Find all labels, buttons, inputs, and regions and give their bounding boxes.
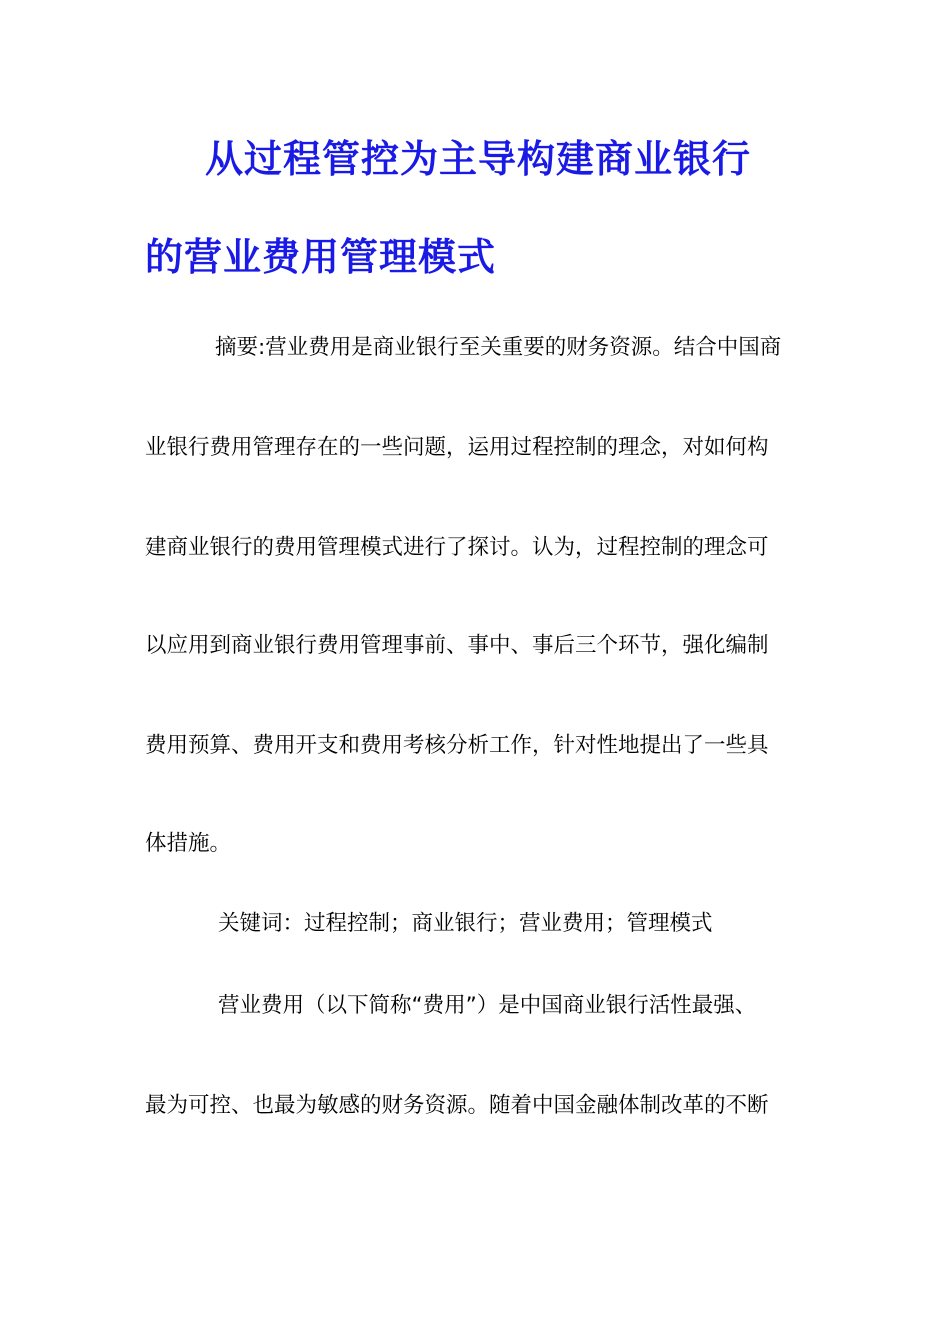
abstract-line-1: 摘要:营业费用是商业银行至关重要的财务资源。结合中国商: [215, 335, 782, 360]
document-title-line-2: 的营业费用管理模式: [145, 235, 497, 279]
abstract-line-5: 费用预算、费用开支和费用考核分析工作，针对性地提出了一些具: [145, 733, 769, 758]
abstract-line-3: 建商业银行的费用管理模式进行了探讨。认为，过程控制的理念可: [145, 535, 769, 560]
keywords-line: 关键词：过程控制；商业银行；营业费用；管理模式: [218, 911, 713, 936]
intro-line-1: 营业费用（以下简称“费用”）是中国商业银行活性最强、: [218, 993, 757, 1018]
abstract-line-4: 以应用到商业银行费用管理事前、事中、事后三个环节，强化编制: [145, 633, 769, 658]
abstract-line-2: 业银行费用管理存在的一些问题，运用过程控制的理念，对如何构: [145, 435, 769, 460]
intro-line-2: 最为可控、也最为敏感的财务资源。随着中国金融体制改革的不断: [145, 1093, 769, 1118]
abstract-line-6: 体措施。: [145, 831, 232, 856]
document-title-line-1: 从过程管控为主导构建商业银行: [205, 137, 752, 181]
